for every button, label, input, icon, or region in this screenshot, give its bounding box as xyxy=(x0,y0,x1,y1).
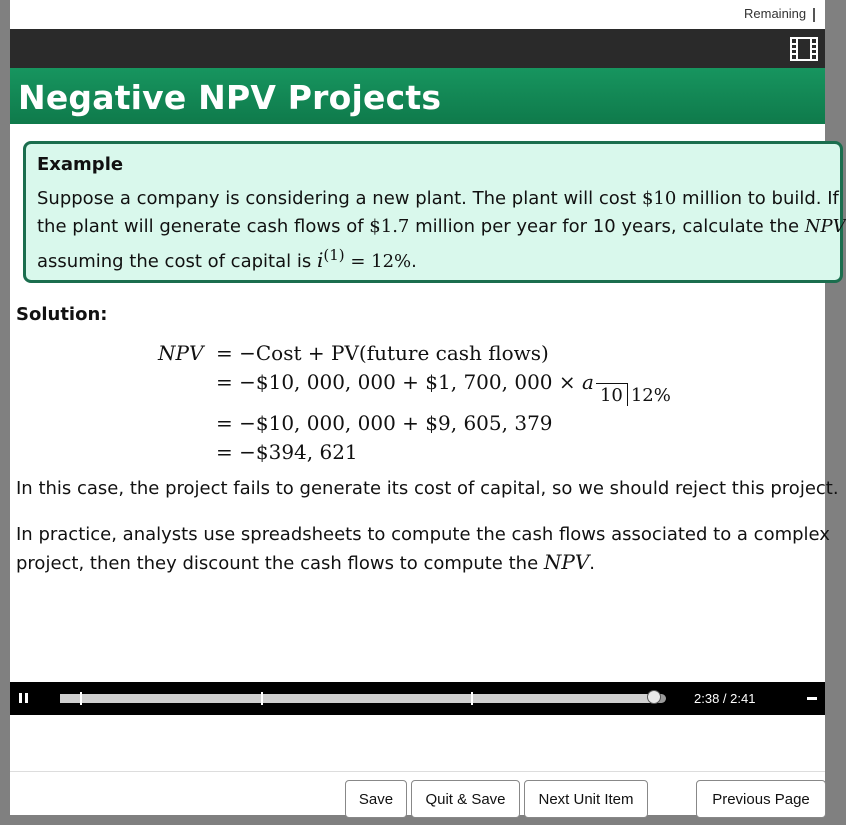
annuity-term: 10 xyxy=(596,383,628,406)
volume-icon[interactable] xyxy=(807,697,817,700)
math-value: $10 xyxy=(641,188,677,209)
example-text: . xyxy=(411,251,417,272)
title-bar xyxy=(10,68,825,124)
math-expression: = 12% xyxy=(344,251,412,272)
equation-row-1: = −Cost + PV(future cash flows) xyxy=(216,341,549,365)
remaining-label: Remaining xyxy=(744,6,807,21)
example-line-3 xyxy=(37,246,417,272)
lesson-content xyxy=(10,124,846,682)
practice-paragraph-line-2 xyxy=(16,550,595,574)
next-unit-item-button[interactable]: Next Unit Item xyxy=(524,780,648,818)
chapter-marker xyxy=(471,692,473,705)
chapter-marker xyxy=(80,692,82,705)
math-superscript: (1) xyxy=(323,246,345,264)
film-strip-icon[interactable] xyxy=(790,37,818,61)
math-variable: NPV xyxy=(804,216,846,237)
math-variable: NPV xyxy=(543,550,590,574)
math-value: $1.7 xyxy=(369,216,410,237)
equation-text: = −$10, 000, 000 + $1, 700, 000 × xyxy=(216,370,582,394)
previous-page-button[interactable]: Previous Page xyxy=(696,780,826,818)
pause-icon[interactable] xyxy=(19,693,28,703)
conclusion-paragraph: In this case, the project fails to generate its cost of capital, so we should reject this project. xyxy=(16,478,839,499)
remaining-bar xyxy=(10,0,825,29)
example-text: the plant will generate cash flows of xyxy=(37,216,370,237)
remaining-indicator xyxy=(813,8,815,22)
practice-paragraph-line-1: In practice, analysts use spreadsheets to compute the cash flows associated to a complex xyxy=(16,524,830,545)
example-box xyxy=(23,141,846,283)
example-text: assuming the cost of capital is xyxy=(37,251,317,272)
math-variable: i xyxy=(316,248,324,272)
equation-lhs: NPV xyxy=(158,341,204,365)
example-line-2 xyxy=(37,216,846,237)
course-toolbar xyxy=(10,29,825,68)
example-heading: Example xyxy=(37,154,124,175)
example-text: million to build. If xyxy=(676,188,839,209)
annuity-symbol: a xyxy=(582,370,594,394)
course-window xyxy=(10,0,846,815)
equation-row-3: = −$10, 000, 000 + $9, 605, 379 xyxy=(216,411,553,435)
chapter-marker xyxy=(261,692,263,705)
paragraph-text: project, then they discount the cash flows to compute the xyxy=(16,553,544,574)
progress-fill xyxy=(60,694,654,703)
equation-row-2 xyxy=(216,370,671,406)
video-player-bar xyxy=(10,682,825,715)
paragraph-text: . xyxy=(589,553,596,574)
page-title: Negative NPV Projects xyxy=(18,78,442,117)
example-text: million per year for 10 years, calculate the xyxy=(409,216,805,237)
equation-row-4: = −$394, 621 xyxy=(216,440,358,464)
time-readout: 2:38 / 2:41 xyxy=(694,691,756,706)
solution-heading: Solution: xyxy=(16,304,108,325)
progress-track[interactable] xyxy=(60,694,666,703)
quit-save-button[interactable]: Quit & Save xyxy=(411,780,520,818)
progress-handle[interactable] xyxy=(647,690,661,704)
annuity-rate: 12% xyxy=(630,385,671,406)
example-text: Suppose a company is considering a new plant. The plant will cost xyxy=(37,188,642,209)
example-line-1 xyxy=(37,188,839,209)
save-button[interactable]: Save xyxy=(345,780,407,818)
footer-divider xyxy=(10,771,825,772)
